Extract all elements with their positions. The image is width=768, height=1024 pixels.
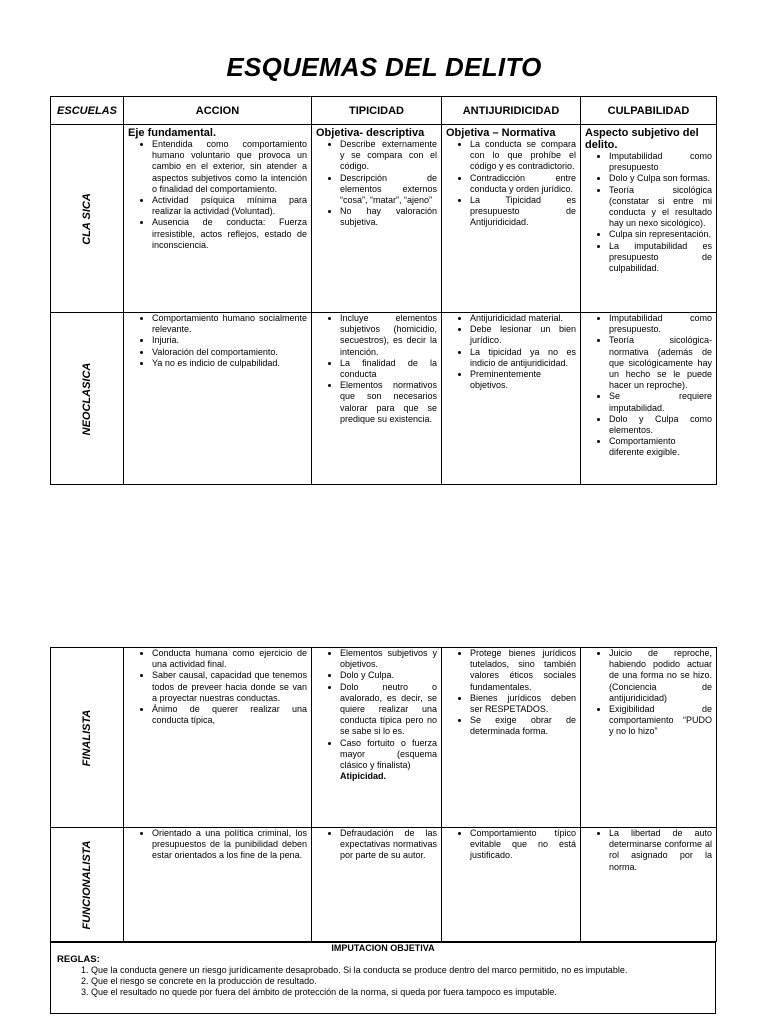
bullet-list xyxy=(446,313,576,391)
rules-list xyxy=(51,965,715,999)
list-item: • Conducta humana como ejercicio de una actividad final. xyxy=(152,648,307,670)
list-item: • Comportamiento diferente exigible. xyxy=(609,436,712,458)
list-item: • Comportamiento típico evitable que no está justificado. xyxy=(470,828,576,862)
row-label-clasica: CLA SICA xyxy=(51,125,124,313)
list-item: • Ánimo de querer realizar una conducta típica, xyxy=(152,704,307,726)
bullet-list xyxy=(128,828,307,862)
bullet-list xyxy=(128,139,307,251)
list-item: • Valoración del comportamiento. xyxy=(152,347,307,358)
cell-funcionalista-antijuridicidad xyxy=(442,828,581,942)
row-label-funcionalista: FUNCIONALISTA xyxy=(51,828,124,942)
list-item: • Describe externamente y se compara con el código. xyxy=(340,139,437,173)
list-item: • Imputabilidad como presupuesto. xyxy=(609,313,712,335)
cell-heading: Objetiva – Normativa xyxy=(446,127,556,139)
list-item: • Orientado a una política criminal, los presupuestos de la punibilidad deben estar orientados a los fine de la pena. xyxy=(152,828,307,862)
list-item: • La libertad de auto determinarse conforme al rol asignado por la norma. xyxy=(609,828,712,873)
cell-finalista-accion xyxy=(124,648,312,828)
list-item: • La Tipicidad es presupuesto de Antijuridicidad. xyxy=(470,195,576,229)
list-item: • Juicio de reproche, habiendo podido actuar de una forma no se hizo. (Conciencia de antijuridicidad) xyxy=(609,648,712,704)
imputacion-title: IMPUTACION OBJETIVA xyxy=(331,943,435,953)
list-item: • Descripción de elementos externos “cosa”, “matar”, “ajeno” xyxy=(340,173,437,207)
bullet-list xyxy=(446,648,576,738)
bullet-list xyxy=(128,313,307,369)
list-item: • Caso fortuito o fuerza mayor (esquema clásico y finalista) xyxy=(340,738,437,772)
list-item: • Bienes jurídicos deben ser RESPETADOS. xyxy=(470,693,576,715)
cell-neoclasica-accion xyxy=(124,313,312,485)
row-finalista xyxy=(51,648,717,828)
cell-neoclasica-tipicidad xyxy=(312,313,442,485)
rule-item: 2. Que el riesgo se concrete en la producción de resultado. xyxy=(91,976,715,987)
list-item: • La imputabilidad es presupuesto de culpabilidad. xyxy=(609,241,712,275)
bullet-list xyxy=(585,151,712,274)
list-item: • Dolo y Culpa. xyxy=(340,670,437,681)
list-item: • Culpa sin representación. xyxy=(609,229,712,240)
row-label-neoclasica: NEOCLASICA xyxy=(51,313,124,485)
list-item: • Teoría sicológica (constatar si entre mi conducta y el resultado hay un nexo sicológico). xyxy=(609,185,712,230)
list-item: • Elementos normativos que son necesarios valorar para que se predique su existencia. xyxy=(340,380,437,425)
cell-heading: Objetiva- descriptiva xyxy=(316,127,425,139)
list-item: • Saber causal, capacidad que tenemos todos de preveer hacia donde se van a proyectar nuestras conductas. xyxy=(152,670,307,704)
list-item: • Contradicción entre conducta y orden jurídico. xyxy=(470,173,576,195)
rule-item: 3. Que el resultado no quede por fuera del ámbito de protección de la norma, si queda por fuera tampoco es imputable. xyxy=(91,987,715,998)
bullet-list xyxy=(585,828,712,873)
bullet-list xyxy=(585,313,712,459)
cell-heading: Eje fundamental. xyxy=(128,127,217,139)
cell-finalista-antijuridicidad xyxy=(442,648,581,828)
list-item: • Preminentemente objetivos. xyxy=(470,369,576,391)
list-item: • Entendida como comportamiento humano voluntario que provoca un cambio en el exterior, sin atender a aspectos subjetivos como la intención o finalidad del comportamiento. xyxy=(152,139,307,195)
bullet-list xyxy=(316,313,437,425)
rules-label: REGLAS: xyxy=(57,954,100,965)
list-item: • Dolo neutro o avalorado, es decir, se quiere realizar una conducta típica pero no se sabe si lo es. xyxy=(340,682,437,738)
cell-clasica-tipicidad xyxy=(312,125,442,313)
row-clasica xyxy=(51,125,717,313)
bullet-list xyxy=(316,648,437,782)
list-item: • Exigibilidad de comportamiento “PUDO y no lo hizo” xyxy=(609,704,712,738)
bullet-list xyxy=(316,139,437,229)
list-item: • Ya no es indicio de culpabilidad. xyxy=(152,358,307,369)
schools-table-top xyxy=(50,96,717,485)
list-item: • Incluye elementos subjetivos (homicidio, secuestros), es decir la intención. xyxy=(340,313,437,358)
bullet-list xyxy=(585,648,712,738)
cell-funcionalista-culpabilidad xyxy=(581,828,717,942)
list-item: • Antijuridicidad material. xyxy=(470,313,576,324)
cell-neoclasica-antijuridicidad xyxy=(442,313,581,485)
bold-note: Atipicidad. xyxy=(340,771,387,782)
list-item: • Protege bienes jurídicos tutelados, sino también valores éticos sociales fundamentales. xyxy=(470,648,576,693)
list-item: • Injuria. xyxy=(152,335,307,346)
bullet-list xyxy=(128,648,307,726)
header-accion: ACCION xyxy=(124,97,312,125)
imputacion-objetiva-box xyxy=(50,942,716,1014)
list-item: • La tipicidad ya no es indicio de antijuridicidad. xyxy=(470,347,576,369)
list-item: • Ausencia de conducta: Fuerza irresistible, actos reflejos, estado de inconsciencia. xyxy=(152,217,307,251)
list-item: • Comportamiento humano socialmente relevante. xyxy=(152,313,307,335)
header-tipicidad: TIPICIDAD xyxy=(312,97,442,125)
bullet-list xyxy=(446,828,576,862)
list-item: • Elementos subjetivos y objetivos. xyxy=(340,648,437,670)
row-neoclasica xyxy=(51,313,717,485)
schools-table-bottom xyxy=(50,647,717,942)
header-escuelas: ESCUELAS xyxy=(51,97,124,125)
cell-finalista-tipicidad xyxy=(312,648,442,828)
row-label-finalista: FINALISTA xyxy=(51,648,124,828)
cell-clasica-antijuridicidad xyxy=(442,125,581,313)
cell-heading: Aspecto subjetivo del delito. xyxy=(585,127,699,151)
list-item: • Se requiere imputabilidad. xyxy=(609,391,712,413)
list-item: • Dolo y Culpa son formas. xyxy=(609,173,712,184)
row-funcionalista xyxy=(51,828,717,942)
page-title: ESQUEMAS DEL DELITO xyxy=(226,52,542,82)
list-item: • La finalidad de la conducta xyxy=(340,358,437,380)
rule-item: 1. Que la conducta genere un riesgo jurídicamente desaprobado. Si la conducta se produce dentro del marco permitido, no es imputable. xyxy=(91,965,715,976)
list-item: • La conducta se compara con lo que prohíbe el código y es contradictorio. xyxy=(470,139,576,173)
header-antijuridicidad: ANTIJURIDICIDAD xyxy=(442,97,581,125)
cell-funcionalista-accion xyxy=(124,828,312,942)
list-item: • Dolo y Culpa como elementos. xyxy=(609,414,712,436)
cell-clasica-culpabilidad xyxy=(581,125,717,313)
list-item: • Debe lesionar un bien jurídico. xyxy=(470,324,576,346)
cell-finalista-culpabilidad xyxy=(581,648,717,828)
list-item: • Actividad psíquica mínima para realizar la actividad (Voluntad). xyxy=(152,195,307,217)
bullet-list xyxy=(446,139,576,229)
list-item: • Se exige obrar de determinada forma. xyxy=(470,715,576,737)
cell-clasica-accion xyxy=(124,125,312,313)
list-item: • Teoría sicológica-normativa (además de que sicológicamente hay un hecho se le puede hacer un reproche). xyxy=(609,335,712,391)
list-item: • No hay valoración subjetiva. xyxy=(340,206,437,228)
cell-funcionalista-tipicidad xyxy=(312,828,442,942)
bullet-list xyxy=(316,828,437,862)
cell-neoclasica-culpabilidad xyxy=(581,313,717,485)
list-item: • Defraudación de las expectativas normativas por parte de su autor. xyxy=(340,828,437,862)
header-culpabilidad: CULPABILIDAD xyxy=(581,97,717,125)
header-row xyxy=(51,97,717,125)
list-item: • Imputabilidad como presupuesto xyxy=(609,151,712,173)
